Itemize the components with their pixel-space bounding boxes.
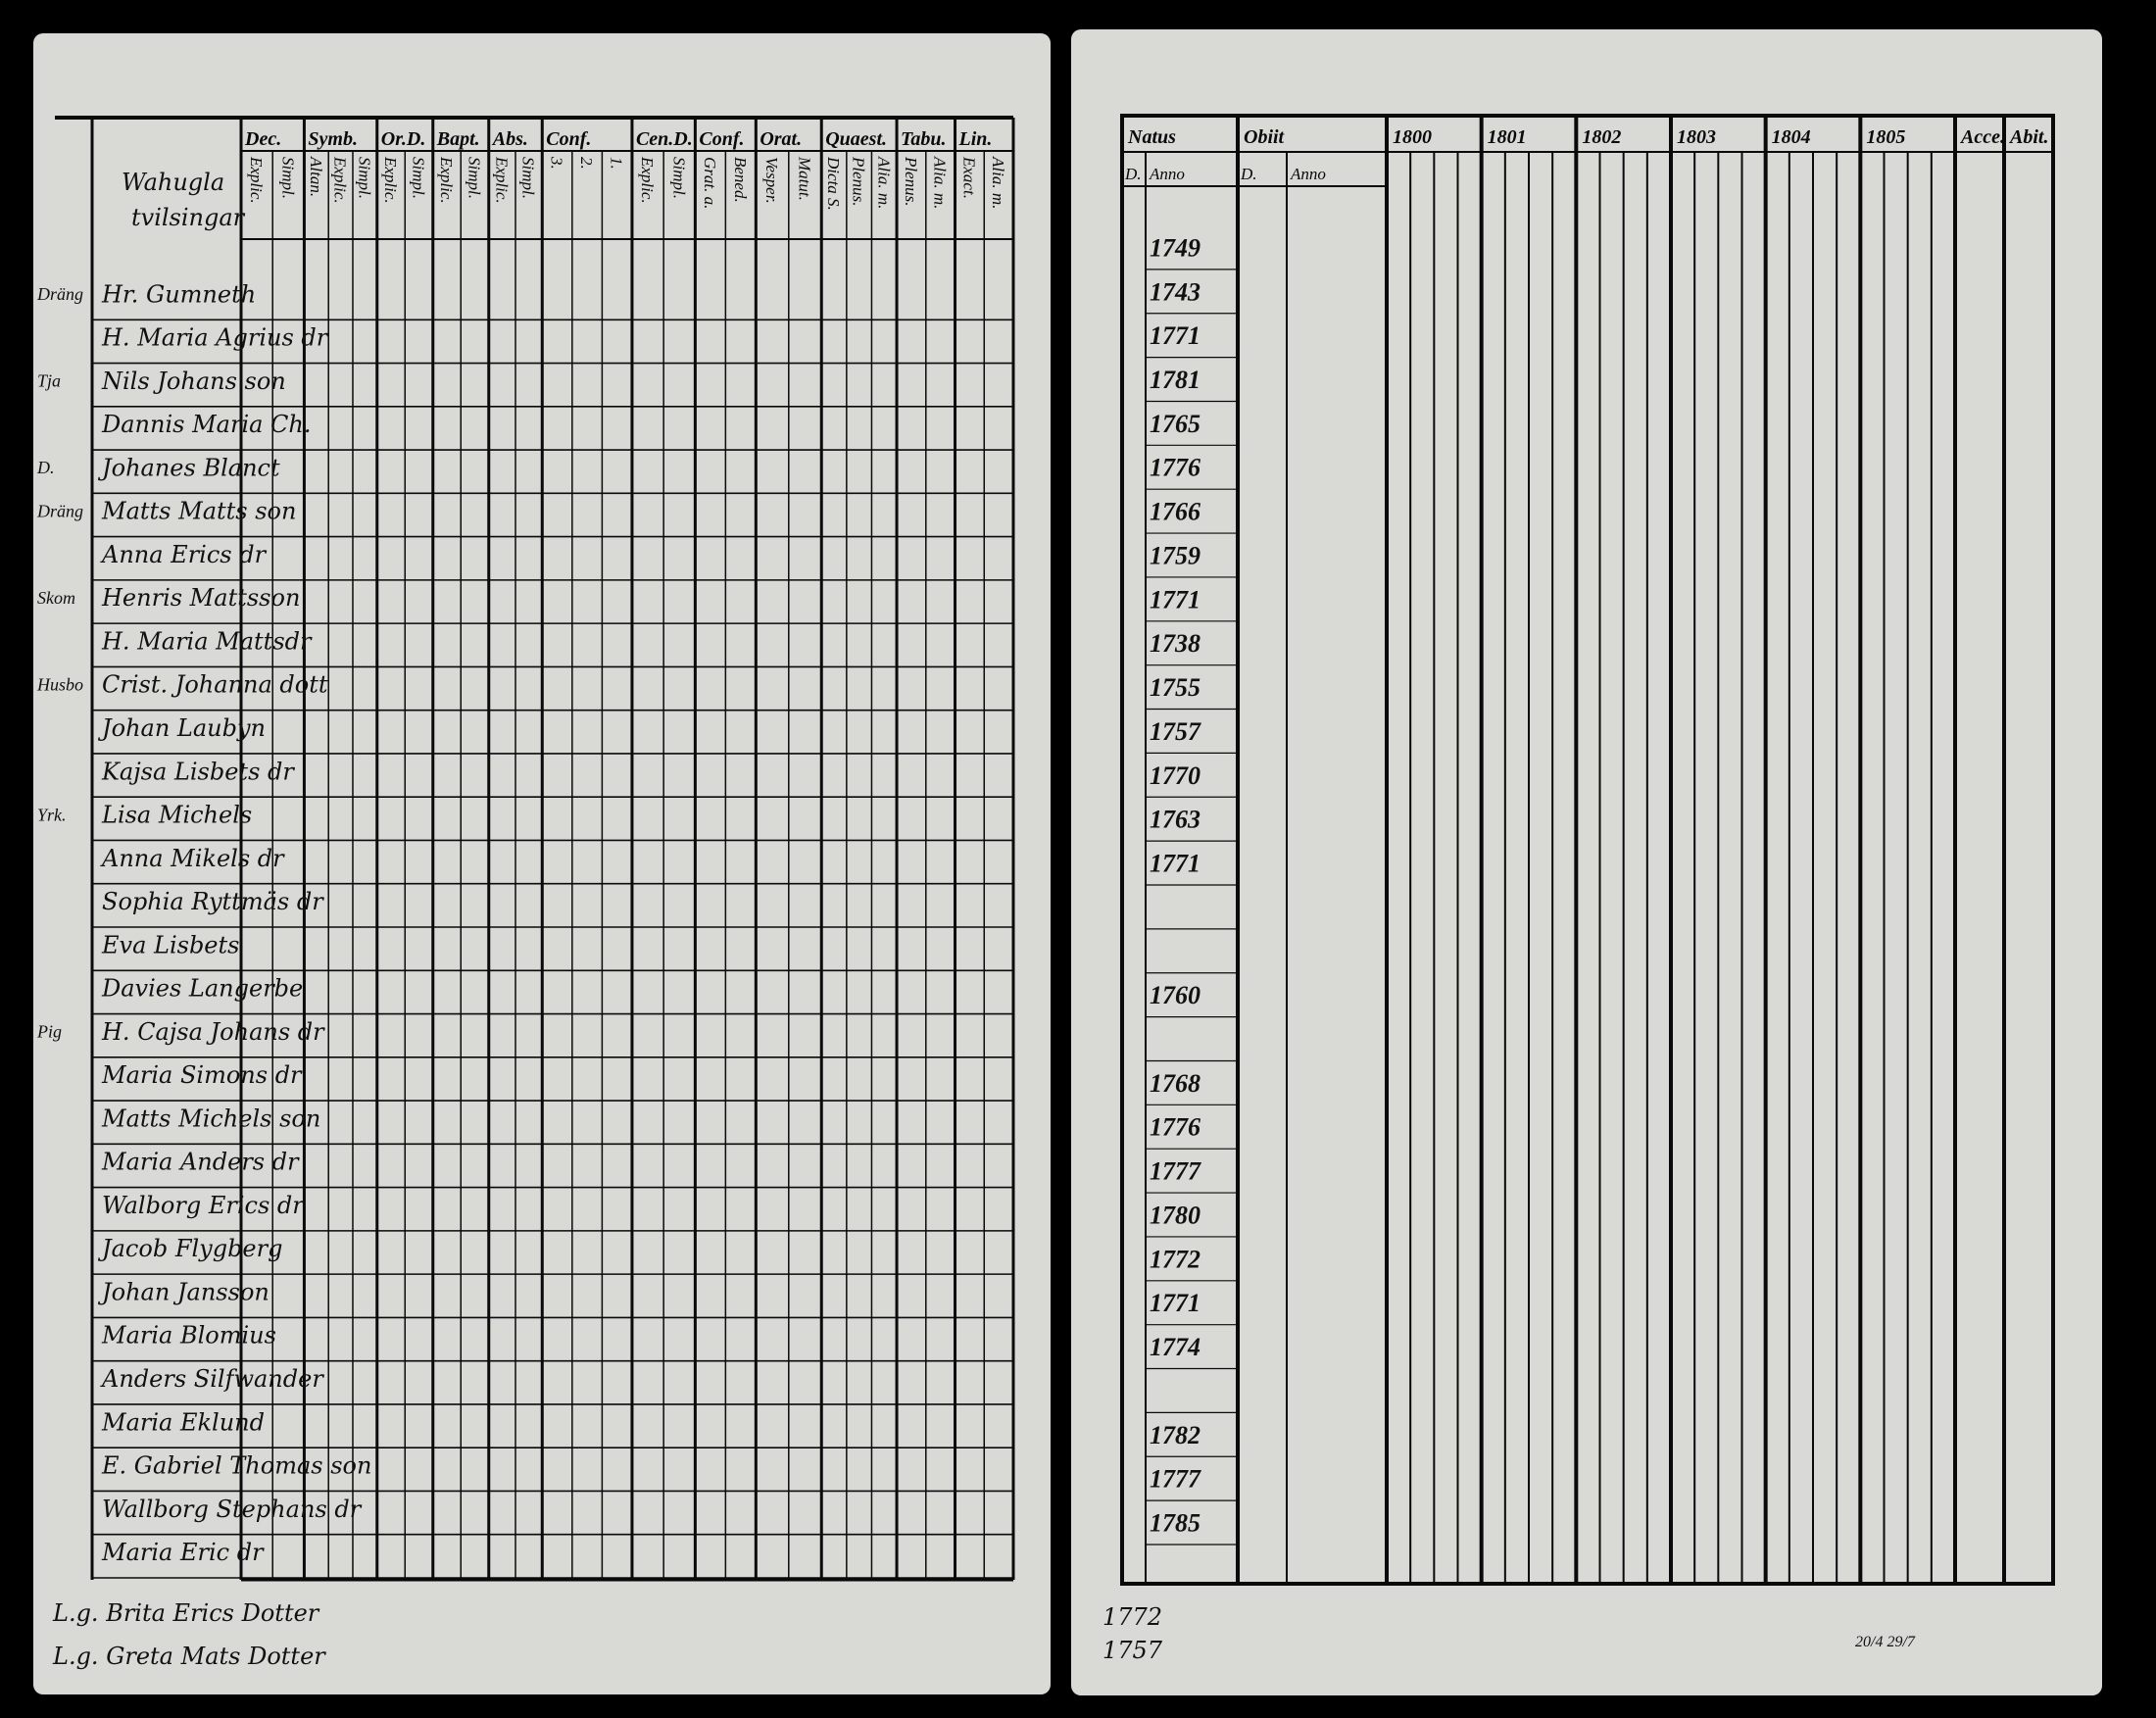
left-col-subheader: Explic. <box>492 157 512 204</box>
left-col-header: Conf. <box>546 128 592 150</box>
left-col-subheader: Grat. a. <box>700 157 719 210</box>
left-col-subheader: Bened. <box>730 157 750 203</box>
right-birth-year: 1785 <box>1150 1508 1200 1538</box>
left-row-name: Dannis Maria Ch. <box>102 411 312 439</box>
left-row-name: Lisa Michels <box>102 801 253 829</box>
right-col-subheader: Anno <box>1291 165 1326 183</box>
left-row-name: Hr. Gumneth <box>102 280 257 309</box>
right-birth-year: 1781 <box>1150 366 1200 395</box>
left-col-subheader: Simpl. <box>278 157 298 199</box>
left-footer-line: L.g. Brita Erics Dotter <box>53 1599 319 1627</box>
left-row-name: Anders Silfwander <box>102 1365 323 1394</box>
left-row-name: Crist. Johanna dott <box>102 670 328 699</box>
right-birth-year: 1763 <box>1150 805 1200 834</box>
left-row-name: Johanes Blanct <box>102 454 280 482</box>
right-col-header: Abit. <box>2010 126 2049 148</box>
left-row-name: Wallborg Stephans dr <box>102 1495 362 1523</box>
right-birth-year: 1755 <box>1150 673 1200 703</box>
right-birth-year: 1774 <box>1150 1333 1200 1362</box>
left-row-prefix: Dräng <box>37 501 84 521</box>
right-footer-year: 1772 <box>1102 1603 1163 1631</box>
left-row-name: E. Gabriel Thomas son <box>102 1451 372 1480</box>
left-row-name: H. Maria Agrius dr <box>102 323 328 352</box>
left-row-prefix: D. <box>37 458 55 478</box>
right-frame <box>1122 116 2053 1584</box>
left-row-name: H. Cajsa Johans dr <box>102 1017 324 1046</box>
left-row-name: Matts Matts son <box>102 497 297 525</box>
left-col-subheader: 3. <box>547 157 566 170</box>
left-col-header: Abs. <box>492 128 528 150</box>
right-col-header: Obiit <box>1244 126 1285 148</box>
left-col-subheader: Explic. <box>638 157 658 204</box>
right-col-subheader: D. <box>1125 165 1142 183</box>
left-col-subheader: Explic. <box>381 157 401 204</box>
right-birth-year: 1743 <box>1150 277 1200 307</box>
left-col-subheader: Simpl. <box>465 157 484 199</box>
left-col-subheader: Simpl. <box>518 157 538 199</box>
left-row-prefix: Skom <box>37 588 75 608</box>
right-col-header: 1802 <box>1582 126 1622 148</box>
right-birth-year: 1780 <box>1150 1201 1200 1230</box>
right-col-header: 1805 <box>1866 126 1906 148</box>
left-row-prefix: Tja <box>37 370 62 391</box>
left-row-name: Walborg Erics dr <box>102 1191 304 1219</box>
left-row-name: Jacob Flygberg <box>102 1235 283 1263</box>
left-footer-line: L.g. Greta Mats Dotter <box>53 1643 325 1670</box>
left-col-subheader: Alia. m. <box>930 157 950 210</box>
right-col-header: 1803 <box>1677 126 1716 148</box>
right-birth-year: 1777 <box>1150 1464 1200 1494</box>
left-col-subheader: Plenus. <box>849 157 868 207</box>
left-col-header: Conf. <box>699 128 745 150</box>
left-col-subheader: Simpl. <box>669 157 689 199</box>
left-col-subheader: Matut. <box>795 157 814 201</box>
left-col-header: Bapt. <box>436 128 480 150</box>
left-col-header: Tabu. <box>901 128 947 150</box>
left-col-subheader: Vesper. <box>762 157 782 204</box>
left-col-subheader: Simpl. <box>355 157 374 199</box>
right-birth-year: 1738 <box>1150 629 1200 659</box>
left-row-name: Anna Mikels dr <box>102 844 284 872</box>
left-col-subheader: Exact. <box>959 157 979 199</box>
left-page <box>33 33 1051 1694</box>
right-col-header: Acce. <box>1961 126 2005 148</box>
left-row-name: Kajsa Lisbets dr <box>102 758 294 786</box>
left-row-name: Maria Eric dr <box>102 1539 264 1567</box>
left-row-name: Johan Laubyn <box>102 714 267 743</box>
right-footer-fraction: 20/4 29/7 <box>1855 1634 1915 1650</box>
right-register-grid <box>1071 29 2102 1695</box>
left-col-subheader: Explic. <box>437 157 457 204</box>
right-col-header: 1804 <box>1771 126 1811 148</box>
right-birth-year: 1771 <box>1150 321 1200 351</box>
left-col-header: Quaest. <box>825 128 888 150</box>
left-col-header: Symb. <box>308 128 358 150</box>
right-birth-year: 1749 <box>1150 233 1200 263</box>
right-birth-year: 1782 <box>1150 1420 1200 1449</box>
left-row-prefix: Pig <box>37 1021 62 1042</box>
left-col-subheader: Dicta S. <box>824 157 844 211</box>
right-birth-year: 1766 <box>1150 497 1200 526</box>
right-birth-year: 1771 <box>1150 849 1200 878</box>
right-footer-year: 1757 <box>1102 1637 1163 1664</box>
right-birth-year: 1765 <box>1150 409 1200 438</box>
left-row-name: Nils Johans son <box>102 367 286 395</box>
left-row-name: Johan Jansson <box>102 1278 270 1306</box>
right-birth-year: 1757 <box>1150 716 1200 746</box>
left-title: tvilsingar <box>131 204 245 231</box>
left-col-subheader: Explic. <box>330 157 350 204</box>
right-col-header: Natus <box>1128 126 1176 148</box>
right-col-subheader: D. <box>1241 165 1257 183</box>
left-col-header: Lin. <box>958 128 993 150</box>
left-register-grid <box>33 33 1051 1694</box>
left-col-subheader: Alia. m. <box>989 157 1008 210</box>
left-col-header: Orat. <box>760 128 803 150</box>
right-birth-year: 1760 <box>1150 981 1200 1010</box>
left-col-header: Cen.D. <box>635 128 693 150</box>
left-col-subheader: Explic. <box>247 157 267 204</box>
left-row-name: Davies Langerbe <box>102 974 304 1003</box>
left-row-prefix: Dräng <box>37 284 84 305</box>
right-page <box>1071 29 2102 1695</box>
right-birth-year: 1768 <box>1150 1068 1200 1098</box>
left-row-name: Anna Erics dr <box>102 540 267 568</box>
left-row-name: Maria Anders dr <box>102 1148 299 1176</box>
left-row-name: Sophia Ryttmäs dr <box>102 888 323 916</box>
left-col-subheader: Plenus. <box>901 157 920 207</box>
right-col-header: 1801 <box>1487 126 1527 148</box>
right-birth-year: 1776 <box>1150 1112 1200 1142</box>
left-col-header: Dec. <box>245 128 282 150</box>
right-birth-year: 1777 <box>1150 1156 1200 1186</box>
left-row-name: Maria Simons dr <box>102 1061 302 1090</box>
left-row-prefix: Yrk. <box>37 805 67 825</box>
left-col-subheader: 1. <box>607 157 626 170</box>
left-row-name: Maria Eklund <box>102 1408 265 1437</box>
right-birth-year: 1771 <box>1150 585 1200 614</box>
left-title: Wahugla <box>122 169 225 196</box>
left-col-subheader: Altan. <box>306 157 325 198</box>
left-col-subheader: 2. <box>577 157 597 170</box>
left-col-subheader: Simpl. <box>409 157 428 199</box>
left-row-name: Henris Mattsson <box>102 584 301 613</box>
right-birth-year: 1772 <box>1150 1245 1200 1274</box>
left-col-header: Or.D. <box>380 128 426 150</box>
right-col-header: 1800 <box>1393 126 1432 148</box>
right-col-subheader: Anno <box>1150 165 1185 183</box>
left-row-name: Matts Michels son <box>102 1104 321 1133</box>
left-row-name: Eva Lisbets <box>102 931 240 959</box>
right-birth-year: 1776 <box>1150 453 1200 482</box>
right-birth-year: 1771 <box>1150 1289 1200 1318</box>
left-col-subheader: Alia. m. <box>874 157 894 210</box>
right-birth-year: 1759 <box>1150 541 1200 570</box>
left-row-name: Maria Blomius <box>102 1321 276 1350</box>
right-birth-year: 1770 <box>1150 761 1200 790</box>
left-row-prefix: Husbo <box>37 674 84 695</box>
left-row-name: H. Maria Mattsdr <box>102 627 312 656</box>
